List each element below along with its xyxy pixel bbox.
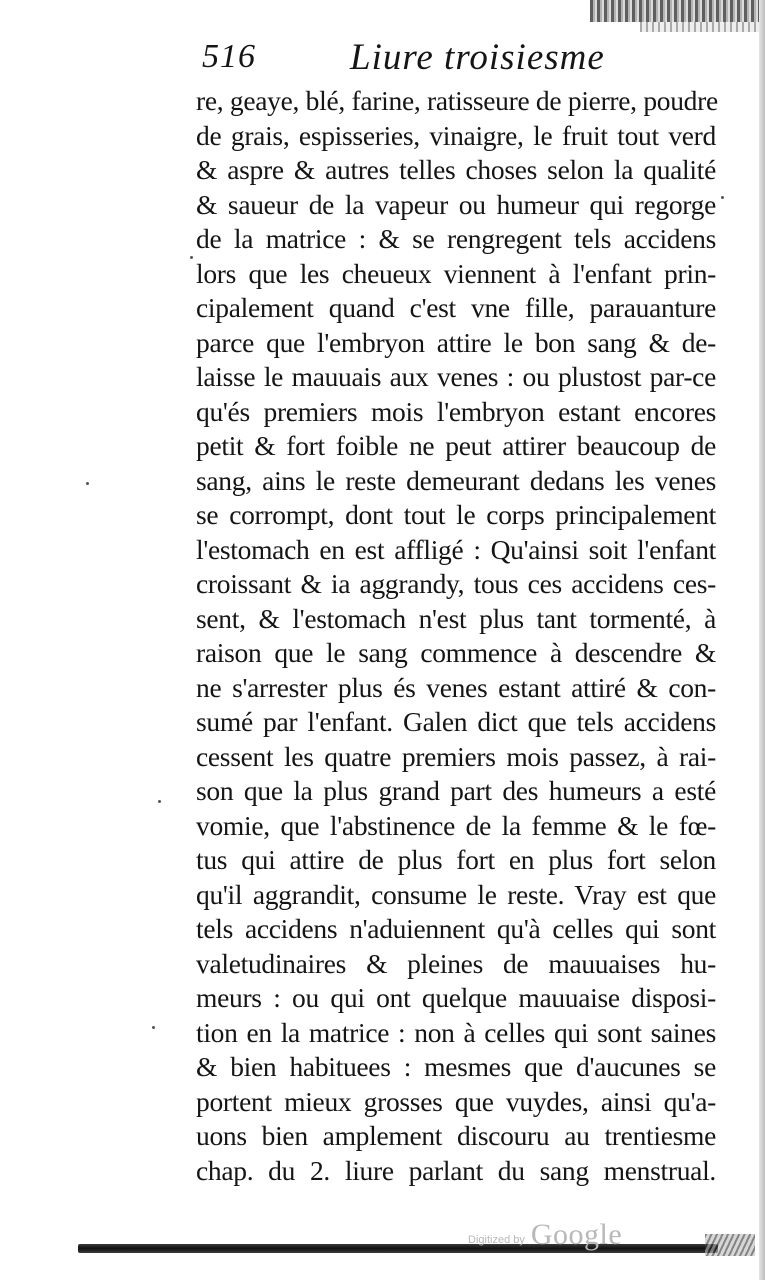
text-line: se corrompt, dont tout le corps principalement <box>196 499 716 530</box>
text-line: l'estomach en est affligé : Qu'ainsi soit l'enfant <box>196 533 716 565</box>
page-edge-scan-artifact-secondary <box>640 22 765 32</box>
text-line: & bien habituees : mesmes que d'aucunes se <box>196 1051 716 1082</box>
text-line: ne s'arrester plus és venes estant attiré & con- <box>196 671 716 703</box>
text-line: qu'és premiers mois l'embryon estant encores <box>196 395 716 427</box>
text-line: qu'il aggrandit, consume le reste. Vray est que <box>196 878 716 910</box>
digitized-watermark <box>468 1218 622 1252</box>
text-line: son que la plus grand part des humeurs a esté <box>196 775 716 806</box>
stray-ink-mark <box>721 196 724 199</box>
stray-ink-mark <box>86 482 89 485</box>
text-line: & saueur de la vapeur ou humeur qui regorge <box>196 188 716 220</box>
text-line: petit & fort foible ne peut attirer beaucoup de <box>196 430 716 461</box>
stray-ink-mark <box>158 800 161 803</box>
text-line: portent mieux grosses que vuydes, ainsi qu'a- <box>196 1085 716 1117</box>
text-line: cipalement quand c'est vne fille, parauanture <box>196 292 716 323</box>
page-number: 516 <box>202 38 256 75</box>
text-line: vomie, que l'abstinence de la femme & le fœ- <box>196 809 716 841</box>
text-line: re, geaye, blé, farine, ratisseure de pierre, poudre <box>196 85 718 116</box>
running-title: Liure troisiesme <box>350 37 605 78</box>
text-line: tion en la matrice : non à celles qui sont saines <box>196 1016 716 1048</box>
text-line: tus qui attire de plus fort en plus fort selon <box>196 844 716 875</box>
stray-ink-mark <box>152 1026 155 1029</box>
text-line: de grais, espisseries, vinaigre, le fruit tout verd <box>196 119 716 151</box>
stray-ink-mark <box>190 256 193 259</box>
text-line: sumé par l'enfant. Galen dict que tels accidens <box>196 706 716 737</box>
watermark-prefix: Digitized by <box>468 1234 525 1246</box>
text-line: meurs : ou qui ont quelque mauuaise disposi- <box>196 982 716 1013</box>
text-line: cessent les quatre premiers mois passez, à rai- <box>196 740 716 772</box>
text-line: sang, ains le reste demeurant dedans les venes <box>196 464 716 496</box>
text-line: & aspre & autres telles choses selon la qualité <box>196 154 716 185</box>
text-line: de la matrice : & se rengregent tels accidens <box>196 223 716 254</box>
text-line: uons bien amplement discouru au trentiesme <box>196 1120 716 1151</box>
text-line: chap. du 2. liure parlant du sang menstrual. <box>196 1154 716 1186</box>
text-line: valetudinaires & pleines de mauuaises hu- <box>196 947 716 979</box>
text-line: raison que le sang commence à descendre & <box>196 637 716 668</box>
google-logo: Google <box>530 1218 623 1251</box>
text-line: croissant & ia aggrandy, tous ces accidens ces- <box>196 568 716 599</box>
page-header <box>190 36 750 84</box>
footer-scan-artifact <box>705 1234 755 1256</box>
text-line: sent, & l'estomach n'est plus tant tormenté, à <box>196 602 716 634</box>
body-text <box>196 84 716 1188</box>
text-line: laisse le mauuais aux venes : ou plustost par-ce <box>196 361 716 392</box>
text-line: tels accidens n'aduiennent qu'à celles qui sont <box>196 913 716 944</box>
page-edge-scan-artifact <box>590 0 765 22</box>
text-line: lors que les cheueux viennent à l'enfant prin- <box>196 257 716 289</box>
text-line: parce que l'embryon attire le bon sang & de- <box>196 326 716 358</box>
page-right-edge <box>759 0 765 1280</box>
